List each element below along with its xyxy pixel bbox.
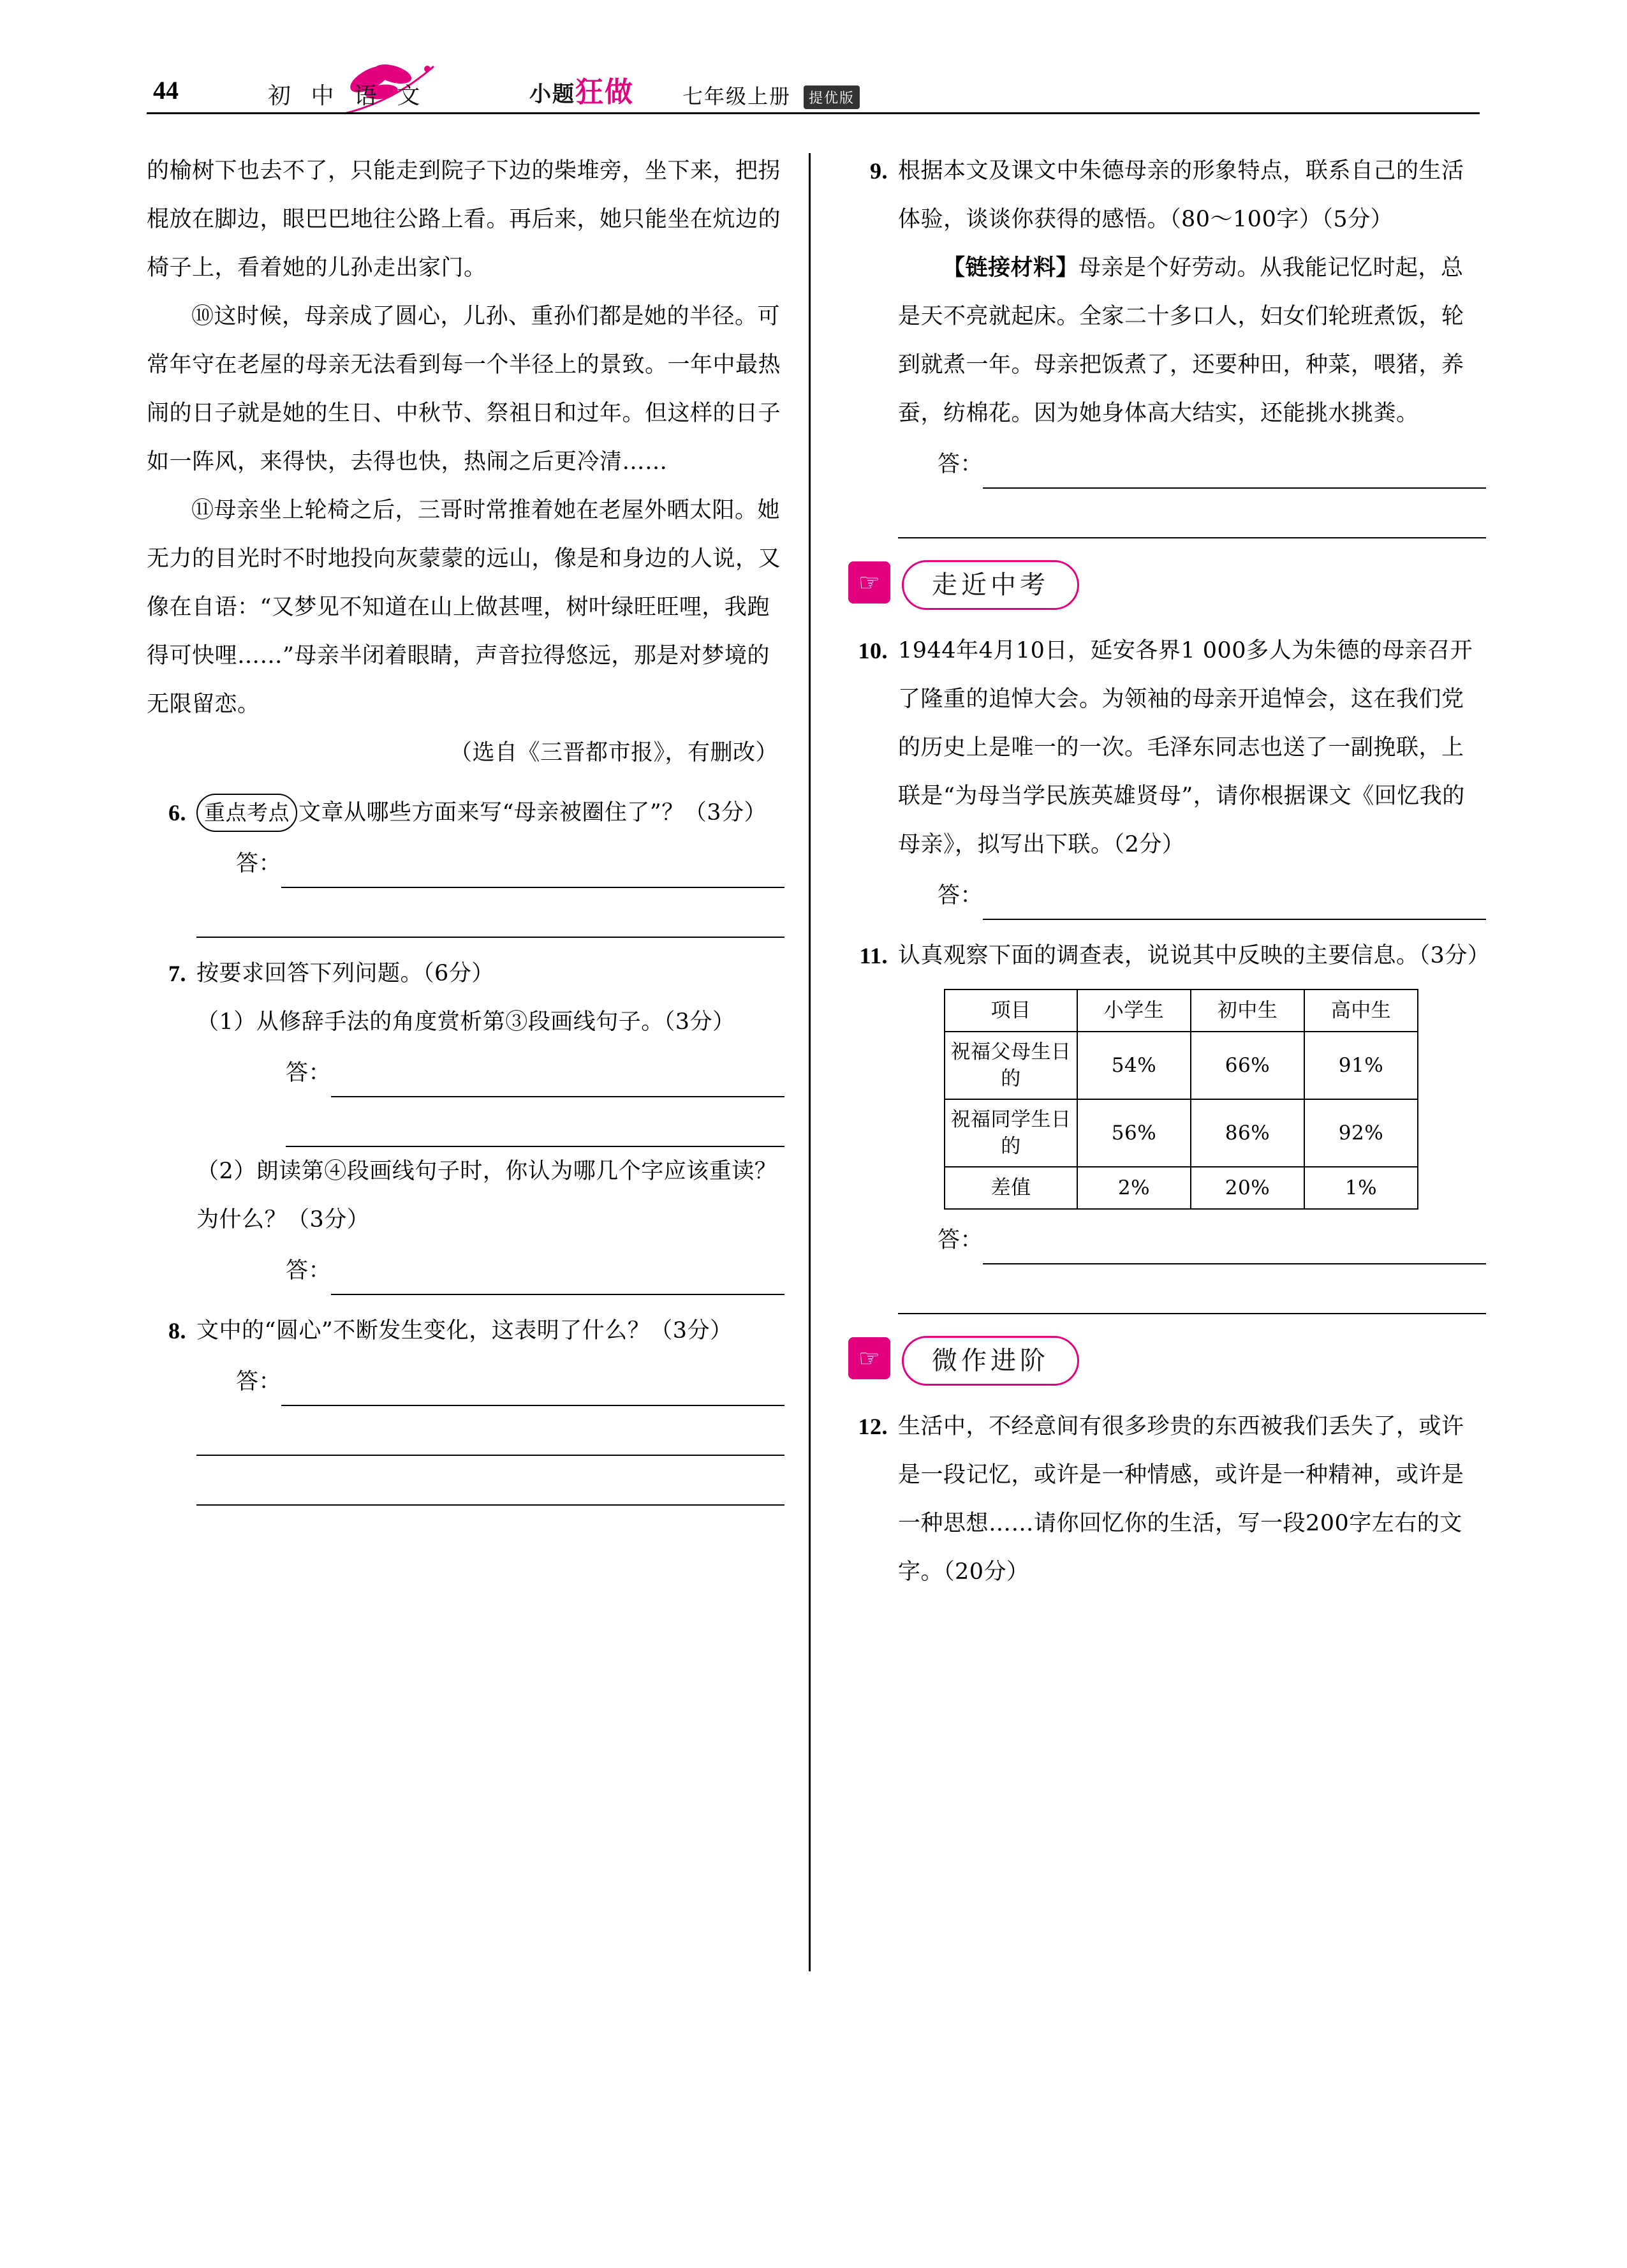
- table-row-label: 祝福父母生日的: [945, 1032, 1077, 1099]
- section-title: 微作进阶: [902, 1336, 1079, 1386]
- table-row: [945, 1032, 1418, 1099]
- answer-row[interactable]: [236, 1358, 784, 1406]
- answer-write-line[interactable]: [286, 1100, 784, 1147]
- question-7-sub-1: [196, 998, 784, 1147]
- link-material-text: 母亲是个好劳动。从我能记忆时起，总是天不亮就起床。全家二十多口人，妇女们轮班煮饭，轮到就煮一年。母亲把饭煮了，还要种田，种菜，喂猪，养蚕，纺棉花。因为她身体高大结实，还能挑水挑粪。: [898, 255, 1464, 426]
- brand-grade: 七年级上册: [682, 84, 791, 108]
- question-number: 9.: [870, 158, 888, 184]
- hand-pointer-icon: ☞: [848, 561, 890, 604]
- table-header-cell: 高中生: [1304, 989, 1418, 1032]
- answer-label: 答：: [938, 883, 983, 908]
- answer-row[interactable]: [286, 1247, 784, 1295]
- sub-question-text: （2）朗读第④段画线句子时，你认为哪几个字应该重读？为什么？（3分）: [196, 1159, 777, 1233]
- question-text: 按要求回答下列问题。（6分）: [196, 961, 494, 986]
- brand-prefix: 小题: [529, 82, 575, 107]
- survey-table: [944, 989, 1418, 1210]
- table-cell: 20%: [1191, 1167, 1304, 1209]
- answer-row[interactable]: [938, 1216, 1486, 1264]
- table-cell: 2%: [1077, 1167, 1191, 1209]
- question-text: 文章从哪些方面来写“母亲被圈住了”？（3分）: [298, 800, 767, 826]
- table-header-cell: 项目: [945, 989, 1077, 1032]
- table-cell: 66%: [1191, 1032, 1304, 1099]
- section-title: 走近中考: [902, 560, 1079, 610]
- answer-row[interactable]: [938, 871, 1486, 920]
- key-point-badge: 重点考点: [196, 794, 297, 832]
- survey-table-wrapper: [944, 989, 1486, 1210]
- answer-label: 答：: [938, 452, 983, 477]
- question-text-block: [196, 789, 784, 837]
- question-number: 12.: [858, 1414, 888, 1439]
- question-text: 文中的“圆心”不断发生变化，这表明了什么？（3分）: [196, 1318, 733, 1344]
- answer-write-line[interactable]: [898, 1267, 1486, 1314]
- header-rule: [147, 112, 1480, 114]
- question-11: [848, 931, 1491, 1314]
- brand-edition: 提优版: [804, 85, 860, 109]
- answer-write-line[interactable]: [331, 1257, 784, 1295]
- table-cell: 54%: [1077, 1032, 1191, 1099]
- page-header: [147, 51, 1486, 121]
- table-row: [945, 1167, 1418, 1209]
- answer-label: 答：: [286, 1060, 332, 1086]
- answer-row[interactable]: [236, 840, 784, 888]
- table-cell: 92%: [1304, 1099, 1418, 1167]
- answer-label: 答：: [236, 851, 282, 877]
- answer-write-line[interactable]: [281, 850, 784, 888]
- question-text: 1944年4月10日，延安各界1 000多人为朱德的母亲召开了隆重的追悼大会。为领袖的母亲开追悼会，这在我们党的历史上是唯一的一次。毛泽东同志也送了一副挽联，上联是“为母当学民族英雄贤母”，请你根据课文《回忆我的母亲》，拟写出下联。（2分）: [898, 638, 1473, 857]
- table-cell: 56%: [1077, 1099, 1191, 1167]
- table-header-cell: 初中生: [1191, 989, 1304, 1032]
- question-6: [147, 789, 784, 938]
- answer-write-line[interactable]: [196, 891, 784, 938]
- sub-question-text: （1）从修辞手法的角度赏析第③段画线句子。（3分）: [196, 1009, 735, 1035]
- question-8: [147, 1307, 784, 1506]
- table-row-label: 差值: [945, 1167, 1077, 1209]
- section-banner-exam: [848, 560, 1486, 615]
- question-7: [147, 949, 784, 1295]
- column-divider: [809, 153, 811, 1971]
- passage-paragraph: ⑩这时候，母亲成了圆心，儿孙、重孙们都是她的半径。可常年守在老屋的母亲无法看到每一个半径上的景致。一年中最热闹的日子就是她的生日、中秋节、祭祖日和过年。但这样的日子如一阵风，来得快，去得也快，热闹之后更冷清……: [147, 304, 781, 475]
- table-cell: 1%: [1304, 1167, 1418, 1209]
- table-header-row: [945, 989, 1418, 1032]
- answer-write-line[interactable]: [196, 1409, 784, 1456]
- link-material-tag: 【链接材料】: [943, 255, 1079, 281]
- answer-write-line[interactable]: [983, 882, 1486, 920]
- table-cell: 86%: [1191, 1099, 1304, 1167]
- left-column: [147, 147, 784, 1506]
- brand-subject: 初 中 语 文: [268, 83, 427, 109]
- question-number: 8.: [168, 1318, 186, 1344]
- right-column: [848, 147, 1491, 1596]
- answer-write-line[interactable]: [331, 1059, 784, 1097]
- table-header-cell: 小学生: [1077, 989, 1191, 1032]
- answer-write-line[interactable]: [281, 1368, 784, 1406]
- answer-row[interactable]: [938, 440, 1486, 489]
- question-text: 生活中，不经意间有很多珍贵的东西被我们丢失了，或许是一段记忆，或许是一种情感，或许是一种精神，或许是一种思想……请你回忆你的生活，写一段200字左右的文字。（20分）: [898, 1414, 1464, 1585]
- brand-main: 狂做: [575, 76, 634, 108]
- question-number: 7.: [168, 961, 186, 986]
- question-number: 6.: [168, 800, 186, 826]
- answer-write-line[interactable]: [983, 450, 1486, 489]
- section-banner-writing: [848, 1336, 1486, 1391]
- question-number: 11.: [859, 943, 888, 968]
- brand-logo: [529, 69, 634, 110]
- passage-paragraph: 的榆树下也去不了，只能走到院子下边的柴堆旁，坐下来，把拐棍放在脚边，眼巴巴地往公路上看。再后来，她只能坐在炕边的椅子上，看着她的儿孙走出家门。: [147, 158, 781, 281]
- answer-write-line[interactable]: [196, 1458, 784, 1506]
- answer-label: 答：: [938, 1227, 983, 1253]
- answer-write-line[interactable]: [983, 1226, 1486, 1264]
- question-text: 认真观察下面的调查表，说说其中反映的主要信息。（3分）: [898, 943, 1491, 968]
- passage-paragraph: ⑪母亲坐上轮椅之后，三哥时常推着她在老屋外晒太阳。她无力的目光时不时地投向灰蒙蒙的远山，像是和身边的人说，又像在自语：“又梦见不知道在山上做甚哩，树叶绿旺旺哩，我跑得可快哩……”母亲半闭着眼睛，声音拉得悠远，那是对梦境的无限留恋。: [147, 498, 781, 717]
- question-12: [848, 1402, 1486, 1596]
- table-row-label: 祝福同学生日的: [945, 1099, 1077, 1167]
- link-material: [898, 244, 1486, 438]
- question-7-sub-2: [196, 1147, 784, 1295]
- question-text: 根据本文及课文中朱德母亲的形象特点，联系自己的生活体验，谈谈你获得的感悟。（80～100字）（5分）: [898, 158, 1464, 232]
- question-number: 10.: [858, 638, 888, 663]
- question-10: [848, 626, 1486, 920]
- passage-source: （选自《三晋都市报》，有删改）: [449, 740, 778, 766]
- answer-label: 答：: [286, 1258, 332, 1284]
- table-cell: 91%: [1304, 1032, 1418, 1099]
- answer-label: 答：: [236, 1369, 282, 1395]
- hand-pointer-icon: ☞: [848, 1337, 890, 1379]
- answer-row[interactable]: [286, 1049, 784, 1097]
- table-row: [945, 1099, 1418, 1167]
- question-9: [848, 147, 1486, 538]
- answer-write-line[interactable]: [898, 491, 1486, 538]
- page-number: 44: [153, 76, 179, 105]
